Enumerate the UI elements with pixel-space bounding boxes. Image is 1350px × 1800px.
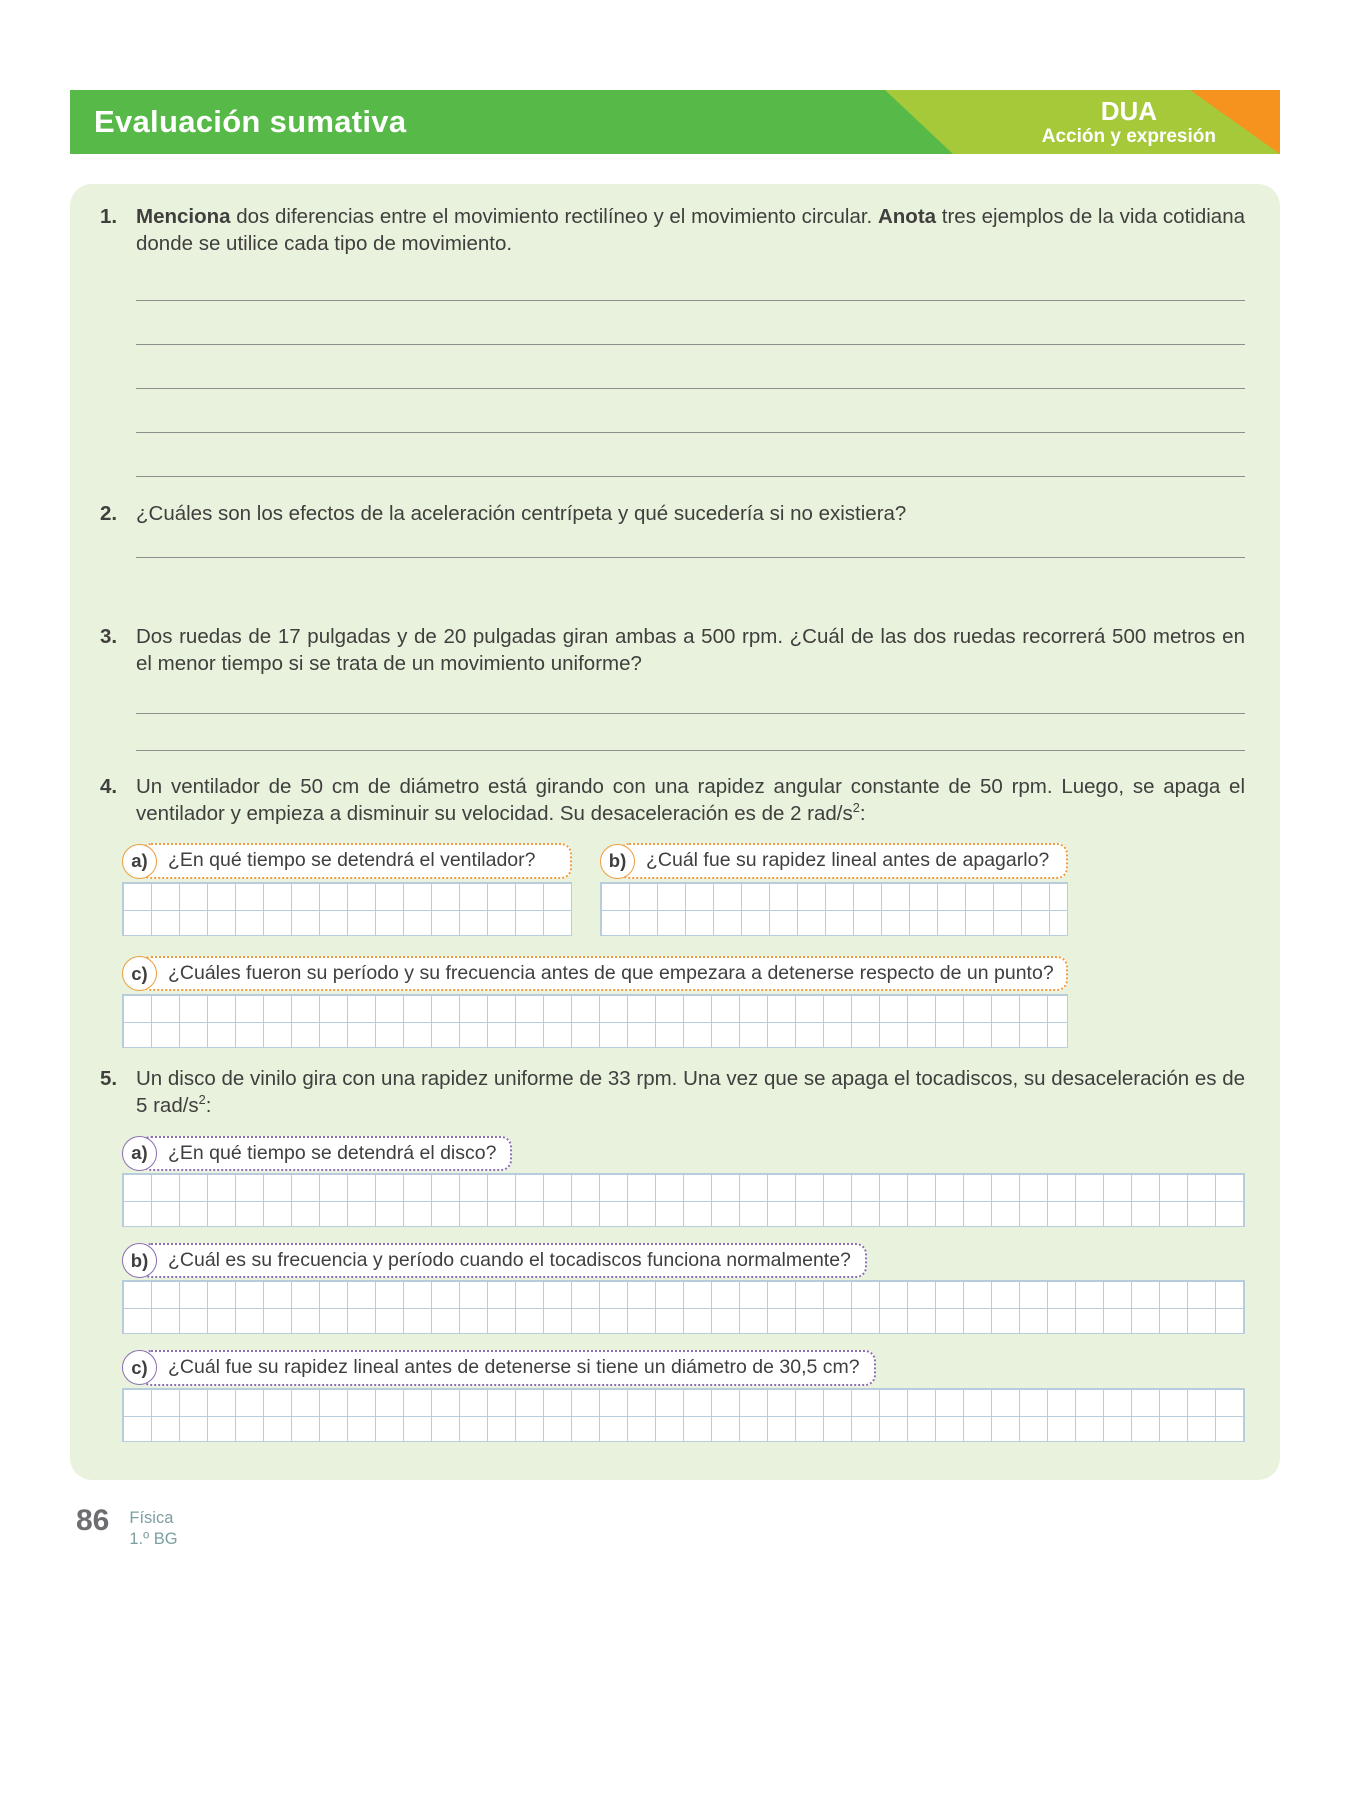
subquestion-4a-letter: a) — [122, 844, 157, 879]
question-2 — [100, 501, 1245, 558]
question-3 — [100, 624, 1245, 751]
subquestion-4c-letter: c) — [122, 956, 157, 991]
question-3-number: 3. — [100, 624, 118, 648]
subquestion-5b-prompt: ¿Cuál es su frecuencia y período cuando el tocadiscos funciona normalmente? — [140, 1243, 867, 1278]
subquestion-4c — [122, 956, 1068, 1048]
page-number: 86 — [76, 1503, 110, 1537]
dua-label: DUA — [1100, 96, 1158, 126]
question-1-answer-lines — [136, 257, 1245, 477]
subquestion-4b-letter: b) — [600, 844, 635, 879]
question-1 — [100, 204, 1245, 477]
subquestion-4a — [122, 827, 572, 935]
question-5 — [100, 1066, 1245, 1441]
answer-grid[interactable] — [122, 1280, 1245, 1334]
answer-grid[interactable] — [122, 994, 1068, 1048]
answer-line[interactable] — [136, 528, 1245, 558]
subquestion-4c-prompt: ¿Cuáles fueron su período y su frecuencia antes de que empezara a detenerse respecto de un punto? — [140, 956, 1068, 991]
answer-grid[interactable] — [122, 1173, 1245, 1227]
subquestion-5a-prompt: ¿En qué tiempo se detendrá el disco? — [140, 1136, 512, 1171]
question-5-text: Un disco de vinilo gira con una rapidez uniforme de 33 rpm. Una vez que se apaga el tocadiscos, su desaceleración es de 5 rad/$s^2$: — [136, 1067, 1245, 1117]
subquestion-5c — [122, 1350, 1245, 1441]
question-2-number: 2. — [100, 502, 118, 526]
dua-badge — [1042, 97, 1216, 148]
subquestion-5b — [122, 1243, 1245, 1334]
answer-line[interactable] — [136, 389, 1245, 433]
subquestion-5c-prompt: ¿Cuál fue su rapidez lineal antes de detenerse si tiene un diámetro de 30,5 cm? — [140, 1350, 876, 1385]
question-4-subquestions — [122, 827, 1245, 1048]
section-header — [70, 90, 1280, 154]
subquestion-5a — [122, 1136, 1245, 1227]
answer-line[interactable] — [136, 257, 1245, 301]
question-1-number: 1. — [100, 205, 118, 228]
page-title: Evaluación sumativa — [94, 104, 407, 139]
question-3-answer-lines — [136, 677, 1245, 751]
answer-grid[interactable] — [122, 1388, 1245, 1442]
question-5-number: 5. — [100, 1067, 118, 1091]
answer-line[interactable] — [136, 677, 1245, 714]
question-2-answer-lines — [136, 528, 1245, 558]
subquestion-5c-letter: c) — [122, 1350, 157, 1385]
book-meta — [129, 1506, 177, 1551]
grade-label: 1.º BG — [129, 1530, 178, 1549]
question-4 — [100, 774, 1245, 1048]
subquestion-4b-prompt: ¿Cuál fue su rapidez lineal antes de apagarlo? — [618, 843, 1068, 878]
dua-subtitle: Acción y expresión — [1041, 125, 1216, 147]
subquestion-4b — [600, 827, 1068, 935]
subquestion-5b-letter: b) — [122, 1243, 157, 1278]
question-5-subquestions — [122, 1136, 1245, 1442]
question-1-text: Menciona dos diferencias entre el movimiento rectilíneo y el movimiento circular. Anota tres ejemplos de la vida cotidiana donde se utilice cada tipo de movimiento. — [136, 205, 1245, 255]
subquestion-4a-prompt: ¿En qué tiempo se detendrá el ventilador? — [140, 843, 572, 878]
question-4-number: 4. — [100, 775, 118, 799]
answer-grid[interactable] — [600, 882, 1068, 936]
answer-line[interactable] — [136, 345, 1245, 389]
subject-label: Física — [129, 1508, 174, 1527]
question-2-text: ¿Cuáles son los efectos de la aceleración centrípeta y qué sucedería si no existiera? — [136, 502, 907, 526]
question-4-text: Un ventilador de 50 cm de diámetro está girando con una rapidez angular constante de 50 rpm. Luego, se apaga el ventilador y empieza a disminuir su velocidad. Su desaceleración es de 2 rad/$s^2$: — [136, 775, 1245, 825]
answer-grid[interactable] — [122, 882, 572, 936]
answer-line[interactable] — [136, 714, 1245, 751]
answer-line[interactable] — [136, 433, 1245, 477]
questions-panel — [70, 184, 1280, 1480]
subquestion-5a-letter: a) — [122, 1136, 157, 1171]
answer-line[interactable] — [136, 301, 1245, 345]
page-footer — [70, 1503, 1280, 1551]
question-3-text: Dos ruedas de 17 pulgadas y de 20 pulgadas giran ambas a 500 rpm. ¿Cuál de las dos ruedas recorrerá 500 metros en el menor tiempo si se trata de un movimiento uniforme? — [136, 624, 1245, 675]
